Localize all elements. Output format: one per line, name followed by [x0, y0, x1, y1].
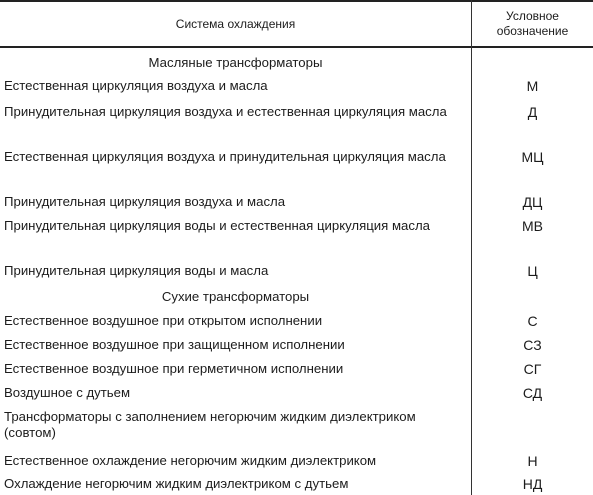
- row-description: Принудительная циркуляция воды и естественная циркуляция масла: [4, 218, 431, 233]
- row-description: Естественная циркуляция воздуха и масла: [4, 78, 268, 93]
- section-title-dry: Сухие трансформаторы: [161, 289, 310, 304]
- row-description: Естественное охлаждение негорючим жидким диэлектриком: [4, 453, 377, 468]
- row-description: Естественное воздушное при защищенном исполнении: [4, 337, 345, 352]
- row-description: Естественная циркуляция воздуха и принудительная циркуляция масла: [4, 149, 446, 164]
- row-description: Естественное воздушное при герметичном исполнении: [4, 361, 344, 376]
- row-description: Принудительная циркуляция воздуха и естественная циркуляция масла: [4, 104, 447, 119]
- row-code: СЗ: [523, 337, 542, 353]
- row-code: НД: [522, 476, 543, 492]
- row-description: Воздушное с дутьем: [4, 385, 131, 400]
- row-description: Естественное воздушное при открытом исполнении: [4, 313, 323, 328]
- header-cooling-system: Система охлаждения: [175, 17, 296, 31]
- row-code: М: [526, 78, 539, 94]
- row-code: С: [527, 313, 538, 329]
- row-code: СД: [522, 385, 543, 401]
- section-title-oil: Масляные трансформаторы: [148, 55, 323, 70]
- row-code: Д: [527, 104, 538, 120]
- column-divider: [471, 0, 472, 495]
- row-description: Принудительная циркуляция воздуха и масла: [4, 194, 286, 209]
- row-description: Охлаждение негорючим жидким диэлектриком с дутьем: [4, 476, 349, 491]
- row-description: Принудительная циркуляция воды и масла: [4, 263, 269, 278]
- row-code: СГ: [523, 361, 542, 377]
- header-symbol: Условное обозначение: [496, 9, 569, 38]
- row-code: ДЦ: [522, 194, 543, 210]
- row-code: Ц: [527, 263, 538, 279]
- row-description: Трансформаторы с заполнением негорючим жидким диэлектриком (совтом): [4, 409, 416, 440]
- row-code: МВ: [522, 218, 543, 234]
- header-rule: [0, 46, 593, 48]
- row-code: Н: [527, 453, 538, 469]
- row-code: МЦ: [521, 149, 544, 165]
